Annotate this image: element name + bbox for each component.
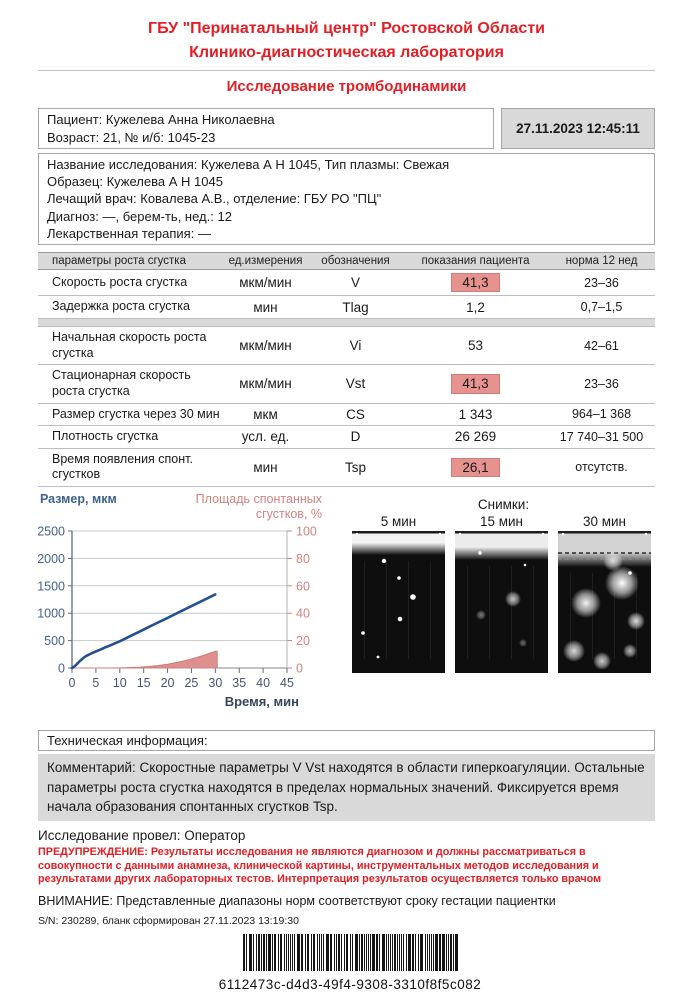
cell-value: 1,2 — [466, 299, 485, 315]
snapshot-item — [352, 514, 445, 678]
cell-unit: мин — [253, 299, 278, 315]
cell-value: 26 269 — [454, 429, 497, 445]
column-header-parameter: параметры роста сгустка — [52, 254, 186, 267]
svg-text:80: 80 — [296, 551, 310, 566]
cell-unit: мкм/мин — [239, 275, 292, 291]
svg-text:100: 100 — [296, 524, 317, 539]
results-table-header-row — [38, 252, 655, 270]
cell-unit: мин — [253, 459, 278, 475]
svg-text:35: 35 — [232, 676, 247, 691]
patient-age-line: Возраст: 21, № и/б: 1045-23 — [47, 129, 216, 145]
technical-info-title: Техническая информация: — [47, 733, 208, 749]
svg-text:0: 0 — [68, 676, 76, 691]
report-datetime: 27.11.2023 12:45:11 — [516, 121, 640, 137]
svg-text:45: 45 — [280, 676, 294, 691]
cell-norm: отсутств. — [575, 460, 628, 475]
cell-norm: 964–1 368 — [571, 407, 632, 422]
cell-unit: мкм/мин — [239, 376, 292, 392]
technical-info-title-box — [38, 730, 655, 751]
snapshot-image — [558, 531, 651, 673]
abnormal-value-flag: 41,3 — [451, 374, 499, 394]
operator-line: Исследование провел: Оператор — [38, 827, 246, 843]
svg-text:10: 10 — [112, 676, 127, 691]
growth-chart — [38, 489, 350, 714]
column-header-patient-value: показания пациента — [421, 254, 530, 267]
snapshot-image — [455, 531, 548, 673]
abnormal-value-flag: 41,3 — [451, 273, 499, 293]
table-row — [38, 270, 655, 297]
comment-box: Комментарий: Скоростные параметры V Vst находятся в области гиперкоагуляции. Остальные параметры роста сгустка находятся в пределах нормальных значений. Фиксируется время начала образования спонтанных сгустков Tsp. — [38, 754, 655, 821]
cell-symbol: D — [350, 429, 361, 445]
serial-number-line: S/N: 230289, бланк сформирован 27.11.2023 13:19:30 — [38, 915, 299, 928]
attention-text: ВНИМАНИЕ: Представленные диапазоны норм соответствуют сроку гестации пациентки — [38, 894, 556, 909]
svg-text:20: 20 — [160, 676, 175, 691]
snapshots-title: Снимки: — [477, 497, 530, 513]
abnormal-value-flag: 26,1 — [451, 458, 499, 478]
patient-header — [38, 108, 655, 149]
svg-text:40: 40 — [296, 606, 310, 621]
svg-text:500: 500 — [44, 634, 65, 649]
cell-unit: мкм/мин — [239, 338, 292, 354]
patient-info-box — [38, 108, 494, 149]
svg-text:40: 40 — [256, 676, 271, 691]
snapshots-section — [350, 489, 655, 719]
svg-text:0: 0 — [58, 661, 65, 676]
cell-parameter: Плотность сгустка — [52, 429, 159, 444]
svg-text:0: 0 — [296, 661, 303, 676]
snapshot-label: 5 мин — [380, 514, 417, 530]
cell-value — [403, 458, 548, 478]
header-divider — [38, 70, 655, 71]
svg-text:15: 15 — [136, 676, 151, 691]
snapshot-item — [558, 514, 651, 678]
table-row — [38, 426, 655, 449]
svg-text:5: 5 — [92, 676, 100, 691]
cell-unit: мкм — [253, 406, 278, 422]
cell-value — [403, 374, 548, 394]
results-table — [38, 252, 655, 487]
table-row — [38, 404, 655, 427]
growth-chart-container — [38, 489, 350, 719]
table-row — [38, 296, 655, 319]
cell-symbol: CS — [346, 406, 365, 422]
clot-size-line — [72, 594, 215, 668]
svg-text:30: 30 — [208, 676, 223, 691]
column-header-unit: ед.измерения — [228, 254, 303, 267]
cell-value: 1 343 — [458, 406, 493, 422]
cell-parameter: Размер сгустка через 30 мин — [52, 406, 220, 421]
visualization-row — [38, 489, 655, 719]
svg-text:60: 60 — [296, 579, 310, 594]
spontaneous-clots-area — [72, 651, 217, 668]
cell-parameter: Задержка роста сгустка — [52, 299, 190, 314]
cell-symbol: Vi — [349, 338, 362, 354]
study-info-line: Лечащий врач: Ковалева А.В., отделение: ГБУ РО "ПЦ" — [47, 191, 382, 207]
barcode-image — [243, 934, 458, 971]
lab-name: Клинико-диагностическая лаборатория — [189, 44, 504, 61]
report-datetime-box — [501, 108, 655, 149]
study-info-line: Название исследования: Кужелева А Н 1045, Тип плазмы: Свежая — [47, 157, 450, 173]
table-row — [38, 327, 655, 365]
snapshots-grid — [352, 514, 655, 678]
cell-norm: 17 740–31 500 — [559, 429, 644, 444]
chart-left-axis-label: Размер, мкм — [40, 492, 117, 507]
study-info-line: Образец: Кужелева А Н 1045 — [47, 174, 223, 190]
study-info-box — [38, 153, 655, 245]
svg-text:25: 25 — [184, 676, 199, 691]
cell-symbol: Vst — [345, 376, 366, 392]
warning-text: ПРЕДУПРЕЖДЕНИЕ: Результаты исследования не являются диагнозом и должны рассматриваться в совокупности с данными анамнеза, клинической картины, инструментальных методов исследования и результатами других лабораторных тестов. Интерпретация результатов осуществляется только врачом — [38, 845, 602, 886]
snapshot-item — [455, 514, 548, 678]
cell-parameter: Стационарная скорость роста сгустка — [52, 368, 191, 398]
svg-text:2500: 2500 — [38, 524, 65, 539]
report-title: Исследование тромбодинамики — [226, 78, 467, 95]
barcode — [0, 934, 700, 976]
chart-x-axis-label: Время, мин — [224, 694, 299, 710]
svg-text:2000: 2000 — [38, 551, 65, 566]
table-group-separator — [38, 319, 655, 327]
clinic-name: ГБУ "Перинатальный центр" Ростовской Области — [148, 20, 545, 37]
study-info-line: Лекарственная терапия: — — [47, 225, 211, 241]
cell-symbol: Tsp — [344, 459, 366, 475]
cell-parameter: Начальная скорость роста сгустка — [52, 330, 207, 360]
results-table-body — [38, 270, 655, 487]
cell-value — [403, 273, 548, 293]
cell-norm: 23–36 — [584, 275, 619, 290]
cell-symbol: V — [350, 275, 360, 291]
chart-right-axis-label: Площадь спонтанных — [195, 492, 322, 507]
cell-parameter: Скорость роста сгустка — [52, 274, 188, 289]
cell-norm: 42–61 — [584, 338, 619, 353]
study-info-line: Диагноз: —, берем-ть, нед.: 12 — [47, 208, 232, 224]
cell-norm: 0,7–1,5 — [580, 300, 623, 315]
snapshot-label: 15 мин — [479, 514, 524, 530]
cell-unit: усл. ед. — [241, 429, 290, 445]
column-header-norm: норма 12 нед — [565, 254, 638, 267]
snapshot-label: 30 мин — [582, 514, 627, 530]
table-row — [38, 365, 655, 403]
barcode-block — [0, 934, 700, 992]
cell-symbol: Tlag — [342, 299, 369, 315]
report-page — [38, 0, 655, 927]
svg-text:20: 20 — [296, 634, 310, 649]
svg-text:1000: 1000 — [38, 606, 65, 621]
table-row — [38, 449, 655, 487]
cell-norm: 23–36 — [584, 376, 619, 391]
chart-right-axis-label-2: сгустков, % — [255, 507, 322, 522]
patient-name-line: Пациент: Кужелева Анна Николаевна — [47, 112, 275, 127]
snapshot-image — [352, 531, 445, 673]
cell-value: 53 — [467, 338, 484, 354]
svg-text:1500: 1500 — [38, 579, 65, 594]
barcode-text: 6112473c-d4d3-49f4-9308-3310f8f5c082 — [218, 977, 482, 992]
column-header-symbol: обозначения — [321, 254, 390, 267]
cell-parameter: Время появления спонт. сгустков — [52, 451, 193, 482]
